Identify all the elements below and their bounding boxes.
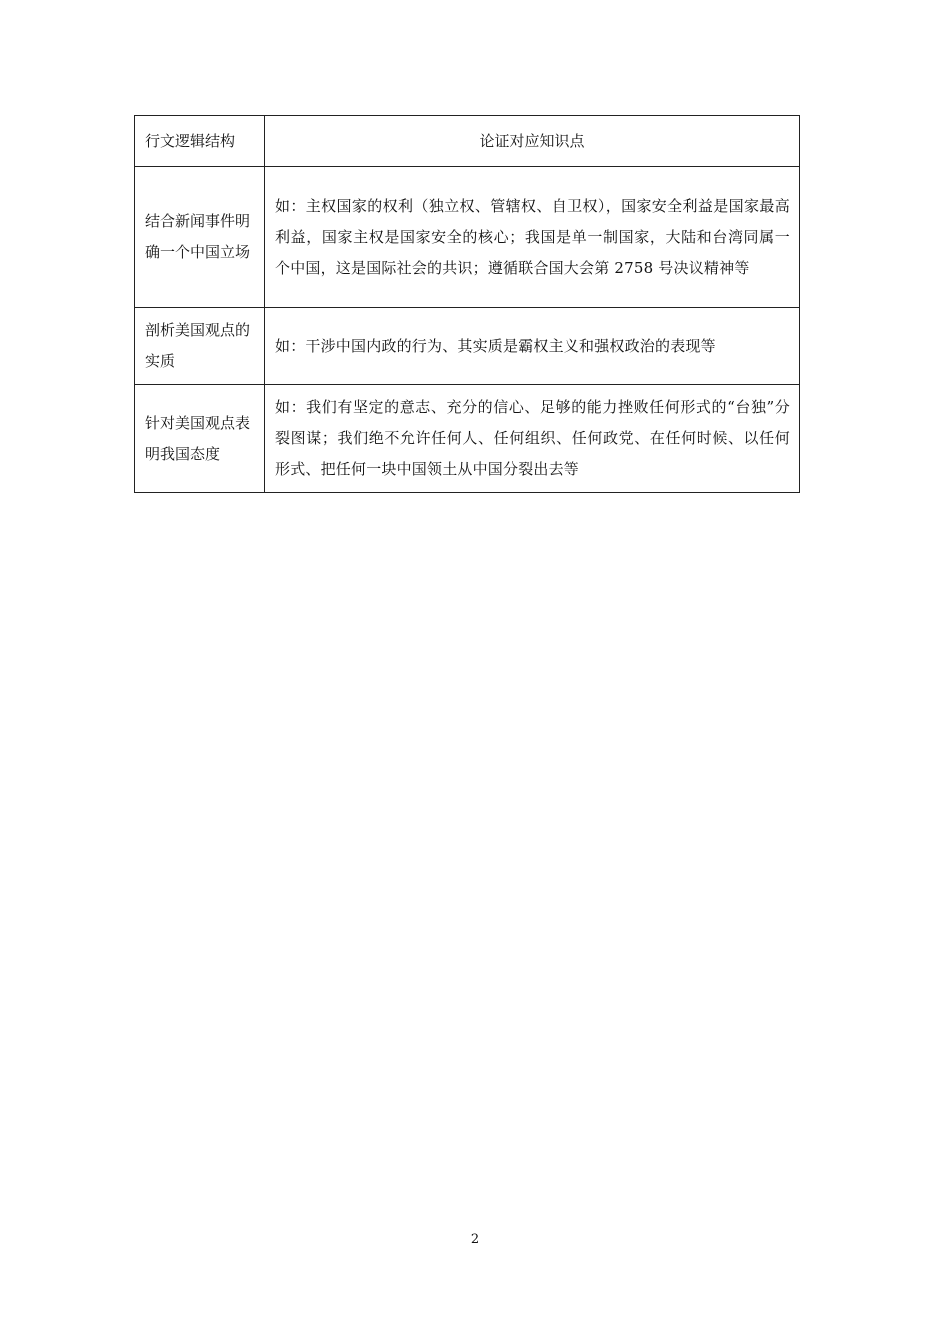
knowledge-cell: 如：干涉中国内政的行为、其实质是霸权主义和强权政治的表现等 — [265, 308, 800, 385]
header-structure: 行文逻辑结构 — [135, 116, 265, 167]
header-knowledge: 论证对应知识点 — [265, 116, 800, 167]
knowledge-cell: 如：主权国家的权利（独立权、管辖权、自卫权），国家安全利益是国家最高利益，国家主权是国家安全的核心；我国是单一制国家，大陆和台湾同属一个中国，这是国际社会的共识；遵循联合国大会第 2758 号决议精神等 — [265, 167, 800, 308]
table-header-row — [135, 116, 800, 167]
structure-cell: 针对美国观点表明我国态度 — [135, 385, 265, 493]
table-row — [135, 308, 800, 385]
knowledge-cell: 如：我们有坚定的意志、充分的信心、足够的能力挫败任何形式的“台独”分裂图谋；我们绝不允许任何人、任何组织、任何政党、在任何时候、以任何形式、把任何一块中国领土从中国分裂出去等 — [265, 385, 800, 493]
structure-cell: 结合新闻事件明确一个中国立场 — [135, 167, 265, 308]
table-row — [135, 385, 800, 493]
table-row — [135, 167, 800, 308]
page-number: 2 — [470, 1232, 480, 1247]
structure-cell: 剖析美国观点的实质 — [135, 308, 265, 385]
knowledge-table — [134, 115, 800, 493]
